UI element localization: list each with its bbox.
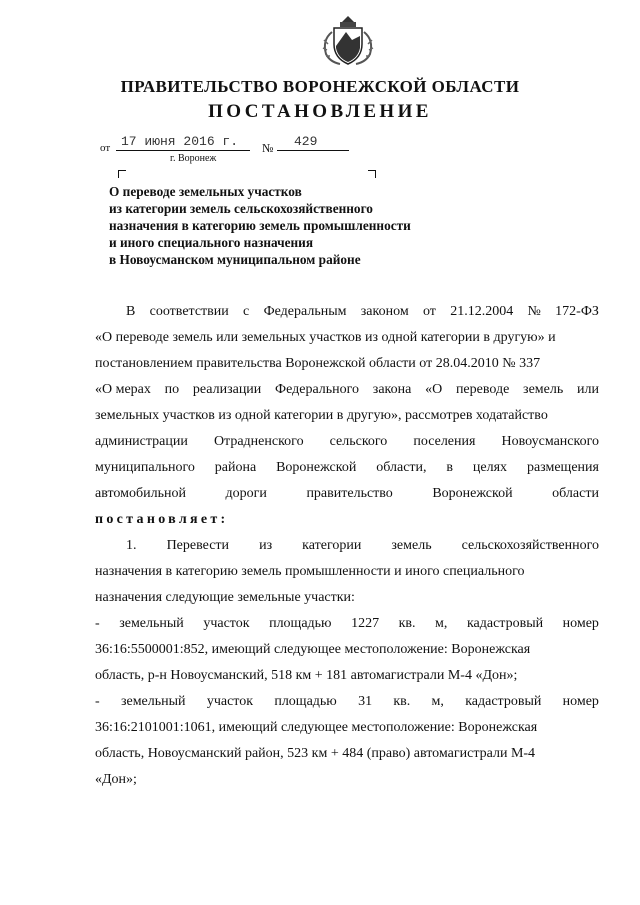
organization-title: ПРАВИТЕЛЬСТВО ВОРОНЕЖСКОЙ ОБЛАСТИ [120, 77, 520, 96]
item-line: назначения следующие земельные участки: [95, 590, 355, 605]
body-word: 1227 [351, 616, 380, 631]
body-word: законом [360, 304, 409, 319]
body-word: Воронежской [432, 486, 513, 501]
body-word: участок [206, 694, 254, 709]
parcel-line: «Дон»; [95, 772, 137, 787]
body-word: по [164, 382, 180, 397]
body-word: соответствии [149, 304, 229, 319]
body-word: реализации [192, 382, 262, 397]
body-word: участок [203, 616, 250, 631]
body-word: администрации [95, 434, 188, 449]
date-value: 17 июня 2016 г. [121, 134, 239, 149]
body-word: Отрадненского [213, 434, 304, 449]
body-word: В [126, 304, 136, 319]
body-word: от [422, 304, 436, 319]
preamble-line [95, 429, 599, 455]
body-word: площадью [274, 694, 337, 709]
parcel-line: область, р-н Новоусманский, 518 км + 181 автомагистрали М-4 «Дон»; [95, 668, 518, 683]
body-word: Перевести [166, 538, 230, 553]
body-word: переводе [455, 382, 510, 397]
subject-line: и иного специального назначения [109, 235, 314, 250]
body-word: кв. [393, 694, 411, 709]
body-word: земельный [120, 694, 186, 709]
body-word: - [95, 694, 100, 709]
city-label: г. Воронеж [170, 153, 217, 164]
body-word: размещения [526, 460, 599, 475]
preamble-line: «О переводе земель или земельных участков из одной категории в другую» и [95, 330, 556, 345]
subject-corner-right [368, 170, 376, 178]
coat-of-arms-icon [318, 10, 378, 68]
body-word: сельскохозяйственного [461, 538, 599, 553]
document-body [95, 299, 599, 793]
document-subject [109, 183, 529, 268]
body-word: номер [562, 616, 599, 631]
item-line [95, 533, 599, 559]
body-word: кв. [398, 616, 416, 631]
body-word: кадастровый [465, 694, 542, 709]
body-word: 1. [126, 538, 137, 553]
body-word: 31 [358, 694, 373, 709]
body-word: «О [425, 382, 443, 397]
body-word: с [243, 304, 250, 319]
body-word: поселения [413, 434, 476, 449]
subject-corner-left [118, 170, 126, 178]
body-word: Воронежской [276, 460, 357, 475]
body-word: из [259, 538, 273, 553]
date-underline [116, 150, 250, 151]
number-underline [277, 150, 349, 151]
document-meta [0, 134, 640, 174]
parcel-line: 36:16:2101001:1061, имеющий следующее местоположение: Воронежская [95, 720, 538, 735]
body-word: земель [391, 538, 432, 553]
body-word: м, [435, 616, 448, 631]
body-word: муниципального [95, 460, 195, 475]
body-word: № [527, 304, 541, 319]
item-line: назначения в категорию земель промышленности и иного специального [95, 564, 525, 579]
body-word: области, [376, 460, 427, 475]
preamble-line: постановлением правительства Воронежской области от 28.04.2010 № 337 [95, 356, 541, 371]
body-word: Федерального [275, 382, 360, 397]
body-word: целях [472, 460, 508, 475]
subject-line: из категории земель сельскохозяйственного [109, 201, 373, 216]
date-prefix: от [100, 142, 111, 154]
parcel-line [95, 689, 599, 715]
body-word: площадью [269, 616, 332, 631]
preamble-line: земельных участков из одной категории в другую», рассмотрев ходатайство [95, 408, 548, 423]
body-word: номер [562, 694, 599, 709]
parcel-line: 36:16:5500001:852, имеющий следующее местоположение: Воронежская [95, 642, 531, 657]
subject-line: О переводе земельных участков [109, 184, 302, 199]
body-word: - [95, 616, 100, 631]
body-word: в [446, 460, 454, 475]
document-type-title: ПОСТАНОВЛЕНИЕ [208, 101, 432, 122]
body-word: Федеральным [263, 304, 347, 319]
preamble-line [95, 377, 599, 403]
body-word: дороги [225, 486, 267, 501]
body-word: района [214, 460, 257, 475]
body-word: м, [431, 694, 444, 709]
body-word: Новоусманского [501, 434, 599, 449]
preamble-line [95, 455, 599, 481]
body-word: сельского [329, 434, 388, 449]
body-word: автомобильной [95, 486, 186, 501]
preamble-line [95, 481, 599, 507]
parcel-line: область, Новоусманский район, 523 км + 484 (право) автомагистрали М-4 [95, 746, 536, 761]
number-prefix: № [262, 141, 274, 155]
body-word: области [552, 486, 599, 501]
body-word: 172-ФЗ [555, 304, 599, 319]
body-word: категории [302, 538, 362, 553]
body-word: земельный [119, 616, 184, 631]
body-word: или [576, 382, 599, 397]
decree-word: постановляет: [95, 512, 229, 527]
preamble-line [95, 299, 599, 325]
number-value: 429 [294, 134, 318, 149]
body-word: 21.12.2004 [450, 304, 514, 319]
body-word: земель [523, 382, 564, 397]
body-word: кадастровый [466, 616, 544, 631]
subject-line: в Новоусманском муниципальном районе [109, 252, 361, 267]
body-word: правительство [306, 486, 393, 501]
body-word: закона [372, 382, 412, 397]
parcel-line [95, 611, 599, 637]
subject-line: назначения в категорию земель промышленности [109, 218, 411, 233]
body-word: «О мерах [95, 382, 151, 397]
